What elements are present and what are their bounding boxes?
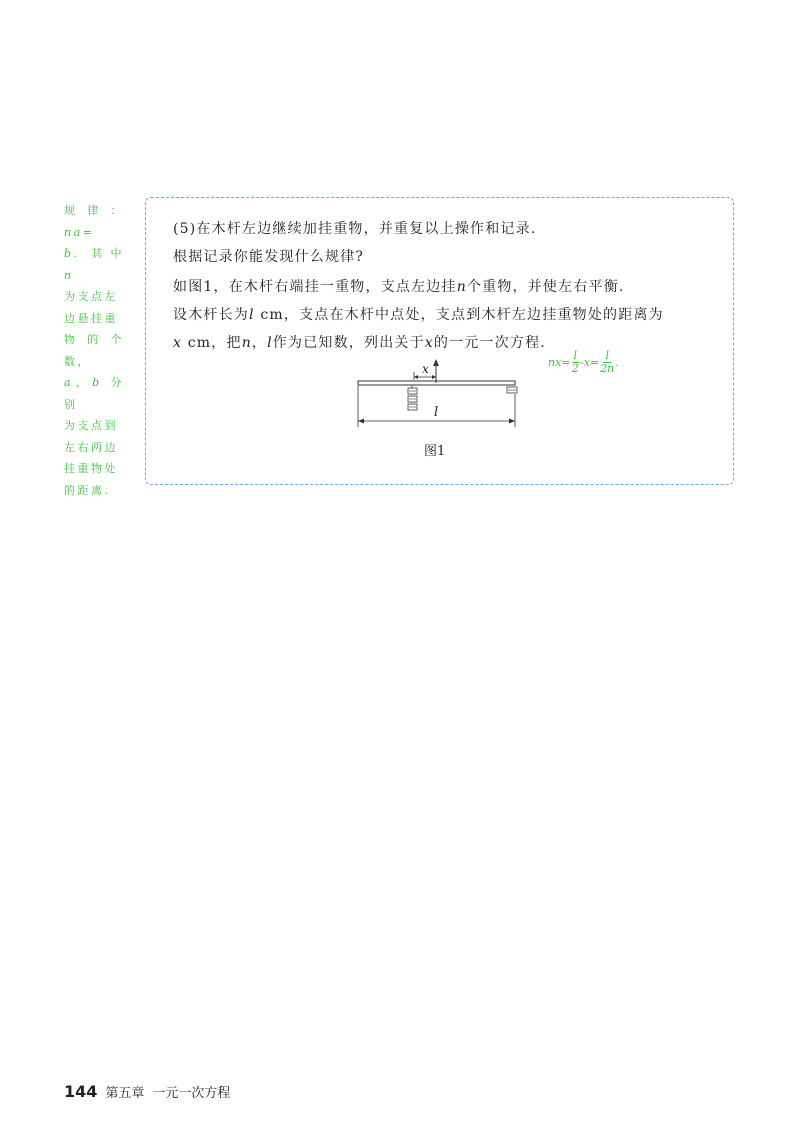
l-dim-arrow [509, 419, 515, 424]
step-5-line: (5)在木杆左边继续加挂重物，并重复以上操作和记录. [173, 221, 537, 237]
var-l: l [267, 335, 273, 351]
note-line: a [64, 376, 74, 389]
note-line: 的距离. [64, 483, 111, 497]
chapter-label: 第五章 [105, 1086, 145, 1101]
note-line: 为支点到 [64, 419, 118, 432]
note-line: . 其中 [73, 247, 124, 260]
note-line: b [64, 247, 74, 260]
text-run: ， [251, 335, 268, 351]
page-number: 144 [64, 1082, 98, 1101]
figure-caption: 图1 [424, 444, 446, 459]
l-dim-arrow [358, 419, 364, 424]
text-run: cm，支点在木杆中点处，支点到木杆左边挂重物处的距离为 [254, 307, 664, 323]
var-n: n [241, 335, 252, 351]
x-dim-arrow [432, 375, 436, 379]
text-run: 个重物，并使左右平衡. [466, 279, 625, 295]
note-line: 为支点左 [64, 290, 118, 303]
note-line: 边悬挂重 [64, 311, 118, 325]
var-x: x [424, 335, 434, 351]
question-line: 根据记录你能发现什么规律? [173, 249, 365, 265]
fraction-numerator: l [605, 349, 609, 362]
answer-period: . [615, 356, 619, 369]
answer-middle: -x= [580, 356, 600, 369]
text-run: 如图1，在木杆右端挂一重物，支点左边挂 [173, 279, 457, 295]
fraction-numerator: l [573, 349, 578, 362]
note-line: ， [73, 376, 93, 389]
note-line: 左右两边 [64, 440, 118, 454]
page-footer [64, 1082, 230, 1101]
note-line: na= [64, 225, 95, 239]
note-line: 物的个数， [64, 333, 124, 368]
text-run: 作为已知数，列出关于 [272, 335, 425, 351]
chapter-title: 一元一次方程 [152, 1086, 231, 1101]
label-x: x [422, 362, 429, 376]
note-line: 挂重物处 [64, 462, 118, 475]
text-run: 的一元一次方程. [433, 335, 546, 351]
note-line: n [64, 268, 74, 282]
text-run: cm，把 [182, 335, 242, 351]
var-l: l [249, 307, 255, 323]
label-l: l [434, 405, 439, 420]
note-line: 规律： [64, 204, 124, 217]
text-run: 设木杆长为 [173, 307, 249, 323]
pivot-arrow [433, 359, 439, 366]
x-dim-arrow [414, 375, 418, 379]
var-n: n [456, 279, 467, 295]
answer-lhs: nx= [548, 356, 571, 369]
var-x: x [173, 335, 183, 351]
note-line: 分别 [64, 376, 124, 411]
fraction-denominator: 2 [571, 362, 579, 375]
note-line: b [92, 376, 102, 389]
fraction-denominator: 2n [600, 362, 615, 375]
